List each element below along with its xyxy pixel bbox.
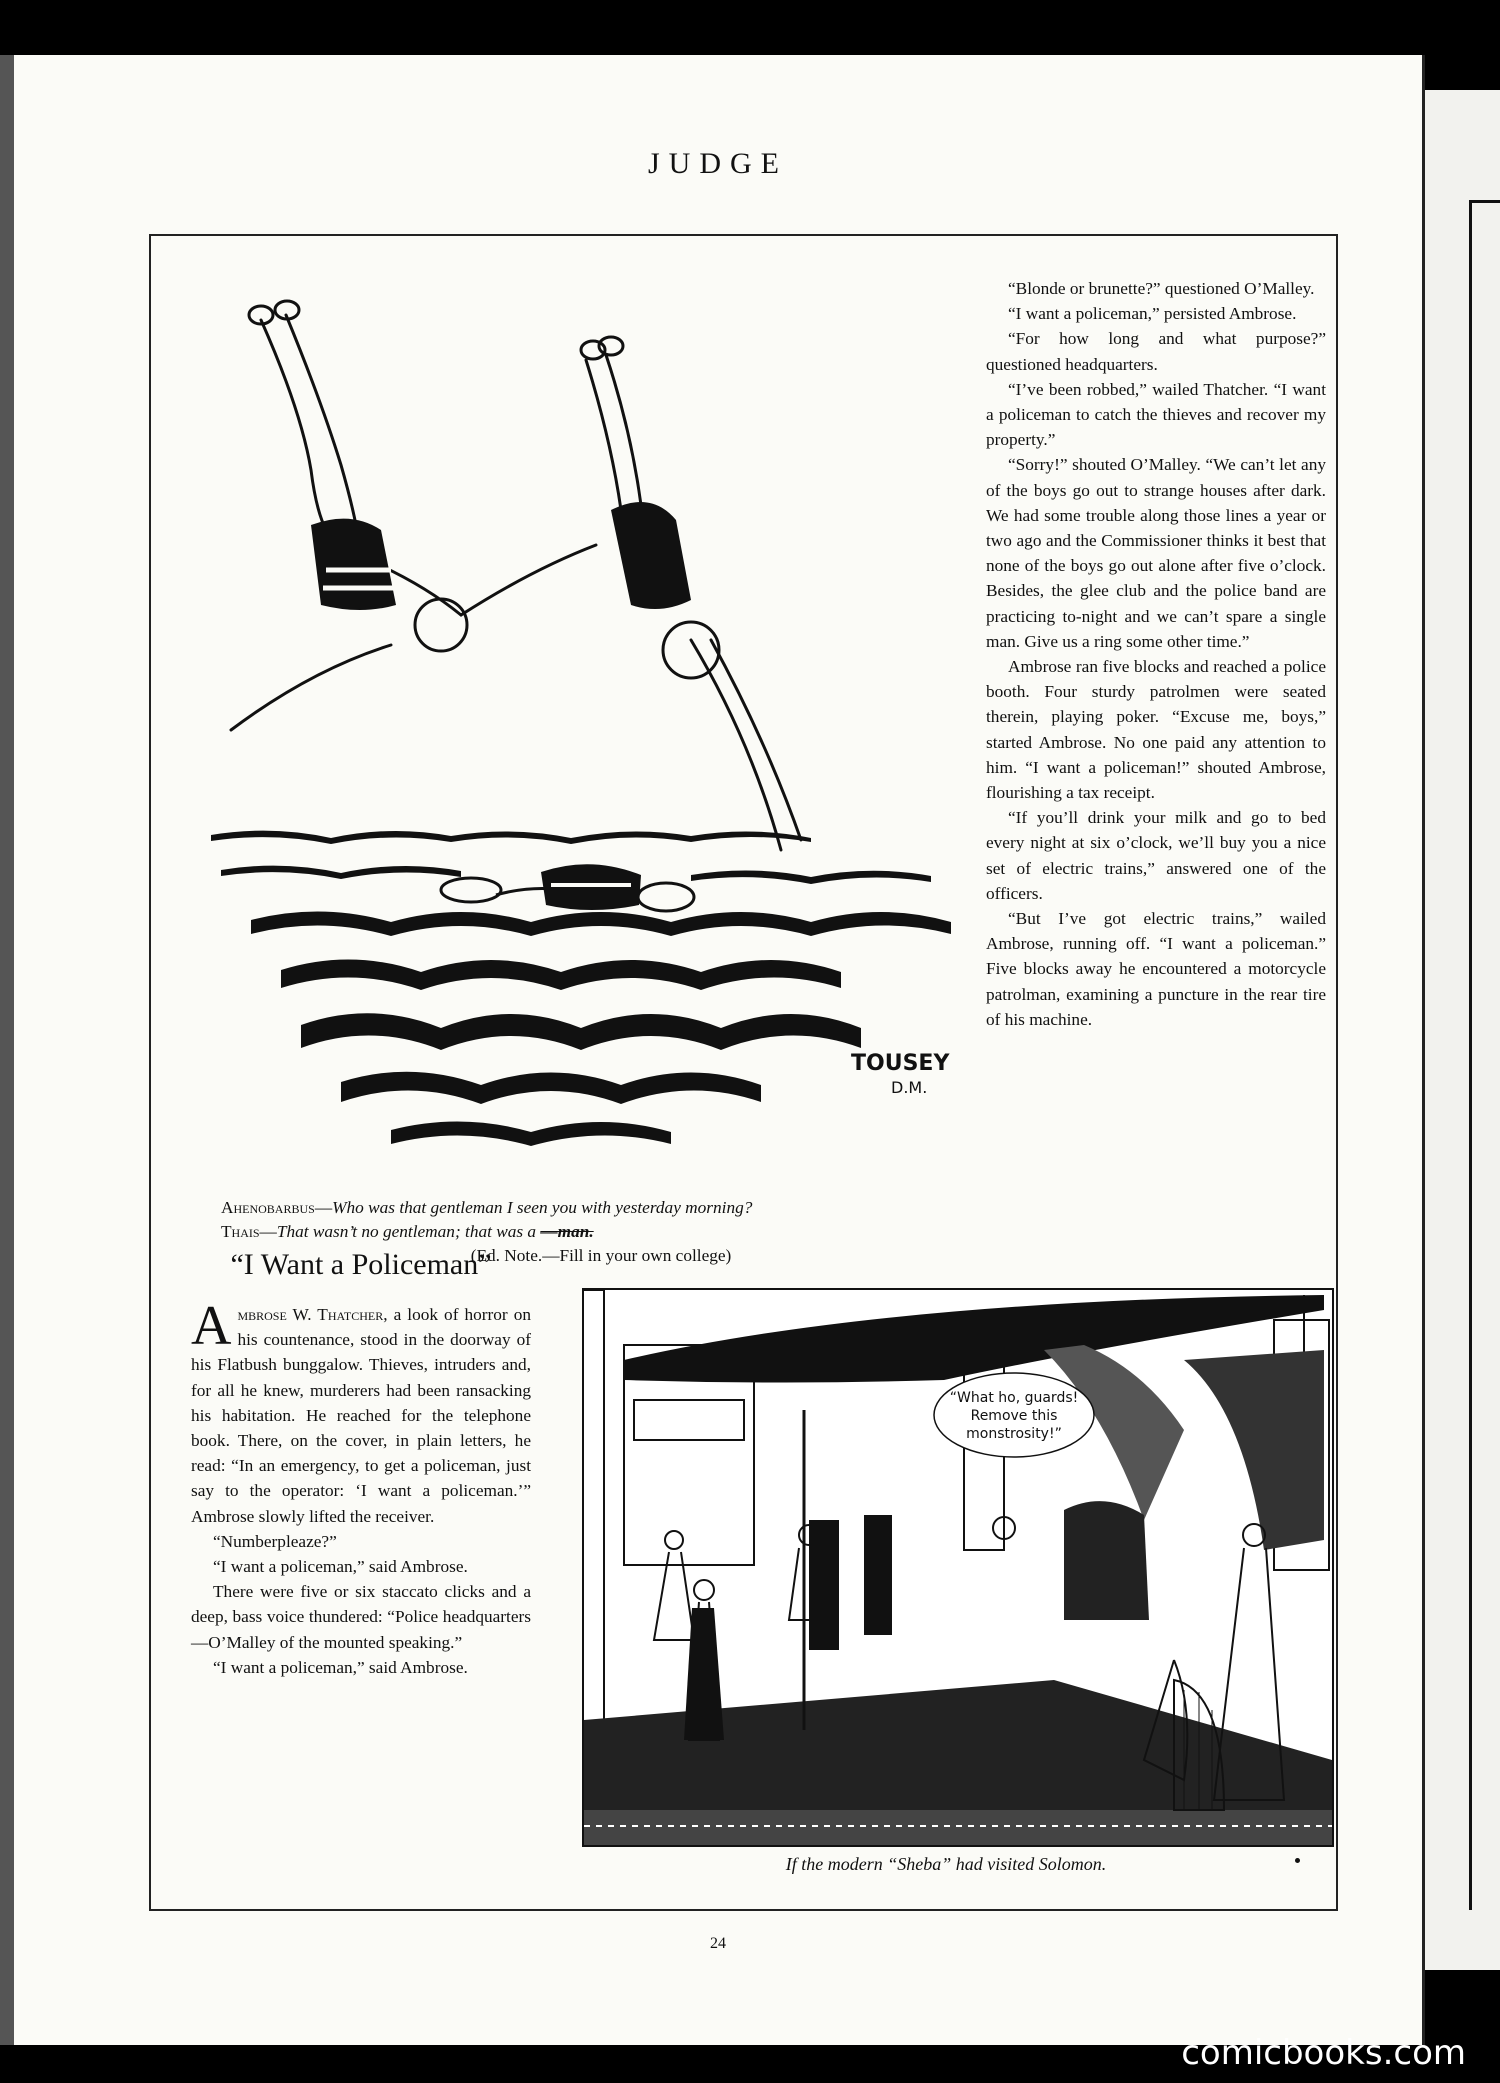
paragraph: “I want a policeman,” persisted Ambrose. (1008, 304, 1297, 324)
story-title: “I Want a Policeman” (230, 1248, 492, 1281)
opening-paragraph (191, 1295, 532, 1529)
speech-line-3: monstrosity!” (966, 1426, 1062, 1442)
adjacent-page-rule-top (1469, 200, 1500, 203)
speaker-thais: Thais— (221, 1222, 277, 1241)
adjacent-page-rule (1469, 200, 1472, 1910)
magazine-header: JUDGE (648, 147, 788, 180)
speaker-ahenobarbus: Ahenobarbus— (221, 1198, 333, 1217)
paragraph: There were five or six staccato clicks and a deep, bass voice thundered: “Police headquarters—O’Malley of the mounted speaking.” (191, 1582, 531, 1652)
paragraph: “I want a policeman,” said Ambrose. (213, 1557, 468, 1577)
cartoonist-initials: D.M. (891, 1078, 928, 1097)
opening-text: a look of horror on his countenance, stood in the doorway of his Flatbush bunggalow. Thieves, intruders and, for all he knew, murderers had been ransacking his habitation. He reached for the telephone book. There, on the cover, in plain letters, he read: “In an emergency, to get a policeman, just say to the operator: ‘I want a policeman.’” Ambrose slowly lifted the receiver. (191, 1305, 532, 1526)
solomon-cartoon-caption (566, 1854, 1326, 1875)
book-spine (0, 55, 14, 2045)
caption-dialogue-1: Who was that gentleman I seen you with yesterday morning? (332, 1198, 753, 1217)
page-number: 24 (710, 1935, 726, 1952)
solomon-cartoon-drawing (584, 1290, 1332, 1845)
paragraph: “Sorry!” shouted O’Malley. “We can’t let any of the boys go out to strange houses after dark. We had some trouble along those lines a year or two ago and the Commissioner thinks it best that none of the boys go out alone after five o’clock. Besides, the glee club and the police band are practicing to-night and we can’t spare a single man. Give us a ring some other time.” (986, 455, 1326, 651)
caption-line-1 (221, 1196, 981, 1220)
diving-cartoon-drawing (191, 270, 981, 1165)
left-text-column (191, 1295, 532, 1680)
paragraph: “But I’ve got electric trains,” wailed Ambrose, running off. “I want a policeman.” Five blocks away he encountered a motorcycle patrolman, examining a puncture in the rear tire of his machine. (986, 909, 1326, 1029)
speech-line-2: Remove this (970, 1408, 1058, 1424)
caption-dialogue-2: That wasn’t no gentleman; that was a (276, 1222, 541, 1241)
editor-note: (Ed. Note.—Fill in your own college) (470, 1246, 732, 1265)
caption-dot (1295, 1858, 1300, 1863)
paragraph: “Blonde or brunette?” questioned O’Malley. (1008, 279, 1315, 298)
solomon-caption-text: If the modern “Sheba” had visited Solomon. (785, 1854, 1107, 1874)
magazine-page (14, 55, 1425, 2045)
paragraph: “If you’ll drink your milk and go to bed every night at six o’clock, we’ll buy you a nice set of electric trains,” answered one of the officers. (986, 808, 1326, 903)
diving-cartoon (191, 270, 981, 1165)
right-text-column (986, 276, 1326, 1032)
adjacent-page-edge (1425, 90, 1500, 1970)
cartoonist-signature: TOUSEY (851, 1051, 950, 1076)
page-frame (149, 234, 1338, 1911)
paragraph: Ambrose ran five blocks and reached a police booth. Four sturdy patrolmen were seated therein, playing poker. “Excuse me, boys,” started Ambrose. No one paid any attention to him. “I want a policeman!” shouted Ambrose, flourishing a tax receipt. (986, 657, 1326, 803)
caption-line-2 (221, 1220, 981, 1244)
speech-line-1: “What ho, guards! (949, 1390, 1079, 1406)
drop-cap: A (191, 1295, 232, 1357)
paragraph: “I want a policeman,” said Ambrose. (213, 1657, 468, 1677)
caption-struck-word: —man. (540, 1222, 594, 1241)
paragraph: “Numberpleaze?” (213, 1531, 337, 1551)
opening-small-caps: mbrose W. Thatcher, (237, 1305, 388, 1324)
solomon-cartoon (582, 1288, 1334, 1847)
paragraph: “I’ve been robbed,” wailed Thatcher. “I want a policeman to catch the thieves and recover my property.” (986, 379, 1326, 450)
paragraph: “For how long and what purpose?” questioned headquarters. (986, 329, 1326, 374)
site-watermark: comicbooks.com (1181, 2033, 1466, 2073)
